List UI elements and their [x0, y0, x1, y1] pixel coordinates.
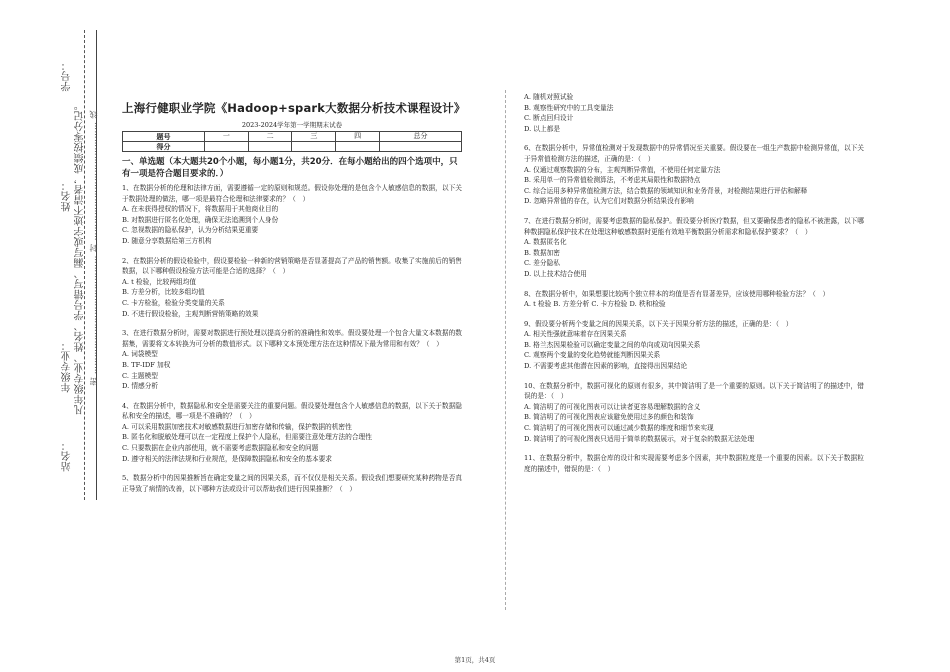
- score-cell: 总分: [379, 132, 461, 142]
- question-stem: 5、数据分析中的因果推断旨在确定变量之间的因果关系，而不仅仅是相关关系。假设我们想要研究某种药物是否真正导致了病情的改善，以下哪种方法或设计可以帮助我们进行因果推断？（ ）: [122, 474, 462, 493]
- answer-option[interactable]: C. 只要数据在企业内部使用，就不需要考虑数据隐私和安全的问题: [122, 444, 319, 453]
- score-entry-cell[interactable]: [336, 142, 380, 152]
- score-row-label: 得分: [123, 142, 205, 152]
- score-table: [122, 131, 462, 152]
- answer-option[interactable]: A. 数据匿名化: [524, 238, 567, 247]
- score-table-score-row: [123, 142, 462, 152]
- binding-margin: [0, 0, 112, 672]
- answer-option[interactable]: A. 词袋模型: [122, 350, 158, 359]
- answer-option[interactable]: B. 采用单一的异常值检测算法，不考虑其局限性和数据特点: [524, 176, 701, 185]
- answer-option[interactable]: A. 简洁明了的可视化图表可以让读者更容易理解数据的含义: [524, 402, 701, 411]
- answer-option[interactable]: C. 观察两个变量的变化趋势就能判断因果关系: [524, 351, 661, 360]
- answer-option[interactable]: D. 不进行假设检验，主观判断营销策略的效果: [122, 309, 259, 318]
- answer-option[interactable]: D. 遵守相关的法律法规和行业规范，是保障数据隐私和安全的基本要求: [122, 454, 332, 463]
- name-label: 姓名：: [62, 180, 73, 212]
- student-no-label: 学号：: [62, 60, 73, 92]
- score-cell: 题号: [123, 132, 205, 142]
- score-cell: 二: [248, 132, 292, 142]
- question-item: [122, 401, 462, 465]
- question-item: [524, 381, 864, 445]
- right-column: [524, 92, 864, 483]
- score-entry-cell[interactable]: [205, 142, 249, 152]
- score-cell: 三: [292, 132, 336, 142]
- question-stem: 3、在进行数据分析时，需要对数据进行预处理以提高分析的准确性和效率。假设要处理一个包含大量文本数据的数据集，需要将文本转换为可分析的数值形式。以下哪种文本预处理方法在这种情况下最为常用和有效？（ ）: [122, 329, 462, 348]
- question-stem: 4、在数据分析中，数据隐私和安全是需要关注的重要问题。假设要处理包含个人敏感信息的数据，以下关于数据隐私和安全的描述，哪一项是不准确的？（ ）: [122, 401, 462, 421]
- exam-subtitle: 2023-2024学年第一学期期末试卷: [241, 121, 343, 129]
- answer-option[interactable]: B. 数据加密: [524, 248, 560, 257]
- question-item: [524, 289, 864, 310]
- section-heading: 一、单选题（本大题共20个小题，每小题1分，共20分．在每小题给出的四个选项中，只有一项是符合题目要求的．）: [122, 157, 458, 179]
- answer-option[interactable]: A. 可以采用数据加密技术对敏感数据进行加密存储和传输，保护数据的机密性: [122, 422, 352, 431]
- question-item: [122, 473, 462, 494]
- answer-option[interactable]: C. 差分隐私: [524, 259, 560, 268]
- answer-option[interactable]: A. 相关性强就意味着存在因果关系: [524, 330, 627, 339]
- score-entry-cell[interactable]: [248, 142, 292, 152]
- answer-option[interactable]: D. 忽略异常值的存在，认为它们对数据分析结果没有影响: [524, 197, 694, 206]
- answer-option[interactable]: B. 匿名化和脱敏处理可以在一定程度上保护个人隐私，但需要注意处理方法的合理性: [122, 433, 372, 442]
- answer-option[interactable]: C. 忽视数据的隐私保护，认为分析结果更重要: [122, 226, 259, 235]
- answer-option[interactable]: B. 简洁明了的可视化图表应该避免使用过多的颜色和装饰: [524, 413, 694, 422]
- answer-option[interactable]: A. 仅通过观察数据的分布，主观判断异常值，不使用任何定量方法: [524, 165, 721, 174]
- answer-option[interactable]: D. 情感分析: [122, 382, 159, 391]
- question-stem: 8、在数据分析中，如果想要比较两个独立样本的均值是否有显著差异，应该使用哪种检验方法？（ ）: [524, 289, 830, 298]
- question-item: [524, 216, 864, 280]
- class-label: 年级专业：: [62, 340, 73, 393]
- answer-option[interactable]: C. 卡方检验，检验分类变量的关系: [122, 298, 225, 307]
- seal-line: 密 …………………………………… 封 …………………………………… 线: [89, 110, 98, 386]
- answer-option[interactable]: B. 格兰杰因果检验可以确定变量之间的单向或双向因果关系: [524, 340, 701, 349]
- answer-option[interactable]: C. 主题模型: [122, 371, 158, 380]
- answer-option[interactable]: B. 观察性研究中的工具变量法: [524, 103, 614, 112]
- question-item: [524, 319, 864, 372]
- score-entry-cell[interactable]: [292, 142, 336, 152]
- answer-option[interactable]: B. 对数据进行匿名化处理，确保无法追溯到个人身份: [122, 215, 279, 224]
- answer-option[interactable]: B. TF-IDF 加权: [122, 360, 171, 369]
- question-item: [524, 92, 864, 134]
- question-item: [122, 328, 462, 392]
- question-stem: 1、在数据分析的伦理和法律方面，需要遵循一定的原则和规范。假设你处理的是包含个人敏感信息的数据，以下关于数据处理的做法，哪一项是最符合伦理和法律要求的？（ ）: [122, 184, 462, 203]
- question-stem: 10、在数据分析中，数据可视化的原则有很多，其中简洁明了是一个重要的原则。以下关于简洁明了的描述中，错误的是：（ ）: [524, 381, 864, 401]
- question-stem: 2、在数据分析的假设检验中，假设要检验一种新的营销策略是否显著提高了产品的销售额。收集了实施前后的销售数据，以下哪种假设检验方法可能是合适的选择？（ ）: [122, 256, 462, 276]
- answer-option[interactable]: C. 简洁明了的可视化图表可以通过减少数据的维度和细节来实现: [524, 424, 714, 433]
- score-cell: 一: [205, 132, 249, 142]
- school-label: 站名：: [62, 440, 73, 472]
- question-item: [524, 143, 864, 207]
- question-item: [122, 183, 462, 247]
- answer-option[interactable]: A. t 检验 B. 方差分析 C. 卡方检验 D. 秩和检验: [524, 300, 666, 309]
- score-entry-cell[interactable]: [379, 142, 461, 152]
- answer-option[interactable]: D. 不需要考虑其他潜在因素的影响，直接得出因果结论: [524, 362, 688, 371]
- page-footer: 第1页，共4页: [454, 656, 496, 664]
- question-item: [122, 256, 462, 320]
- question-stem: 9、假设要分析两个变量之间的因果关系，以下关于因果分析方法的描述，正确的是：（ ）: [524, 319, 793, 328]
- warning-line: 凡年级专业、姓名、学号错写、漏写或字迹不清者，成绩按零分记。: [75, 100, 86, 415]
- left-question-list: [122, 183, 462, 494]
- score-table-header-row: [123, 132, 462, 142]
- answer-option[interactable]: D. 以上技术结合使用: [524, 269, 587, 278]
- left-column: [122, 94, 466, 503]
- answer-option[interactable]: D. 随意分享数据给第三方机构: [122, 236, 212, 245]
- exam-title: 上海行健职业学院《Hadoop+spark大数据分析技术课程设计》: [122, 101, 466, 115]
- answer-option[interactable]: C. 断点回归设计: [524, 114, 574, 123]
- question-stem: 7、在进行数据分析时，需要考虑数据的隐私保护。假设要分析医疗数据，但又要确保患者的隐私不被泄露，以下哪种数据隐私保护技术在处理这种敏感数据时更能有效地平衡数据分析需求和隐私保护要求？（ ）: [524, 216, 864, 236]
- answer-option[interactable]: A. 在未获得授权的情况下，将数据用于其他商业目的: [122, 205, 279, 214]
- question-item: [524, 453, 864, 474]
- column-divider: [505, 90, 506, 610]
- answer-option[interactable]: A. 随机对照试验: [524, 93, 574, 101]
- question-stem: 6、在数据分析中，异常值检测对于发现数据中的异常情况至关重要。假设要在一组生产数据中检测异常值，以下关于异常值检测方法的描述，正确的是：（ ）: [524, 144, 864, 163]
- answer-option[interactable]: C. 综合运用多种异常值检测方法，结合数据的领域知识和业务背景，对检测结果进行评估和解释: [524, 186, 808, 195]
- right-question-list: [524, 92, 864, 474]
- answer-option[interactable]: B. 方差分析，比较多组均值: [122, 288, 205, 297]
- answer-option[interactable]: D. 以上都是: [524, 124, 561, 133]
- answer-option[interactable]: D. 简洁明了的可视化图表只适用于简单的数据展示，对于复杂的数据无法处理: [524, 434, 755, 443]
- score-cell: 四: [336, 132, 380, 142]
- question-stem: 11、在数据分析中，数据仓库的设计和实现需要考虑多个因素，其中数据粒度是一个重要的因素。以下关于数据粒度的描述中，错误的是：（ ）: [524, 454, 864, 473]
- answer-option[interactable]: A. t 检验，比较两组均值: [122, 277, 197, 286]
